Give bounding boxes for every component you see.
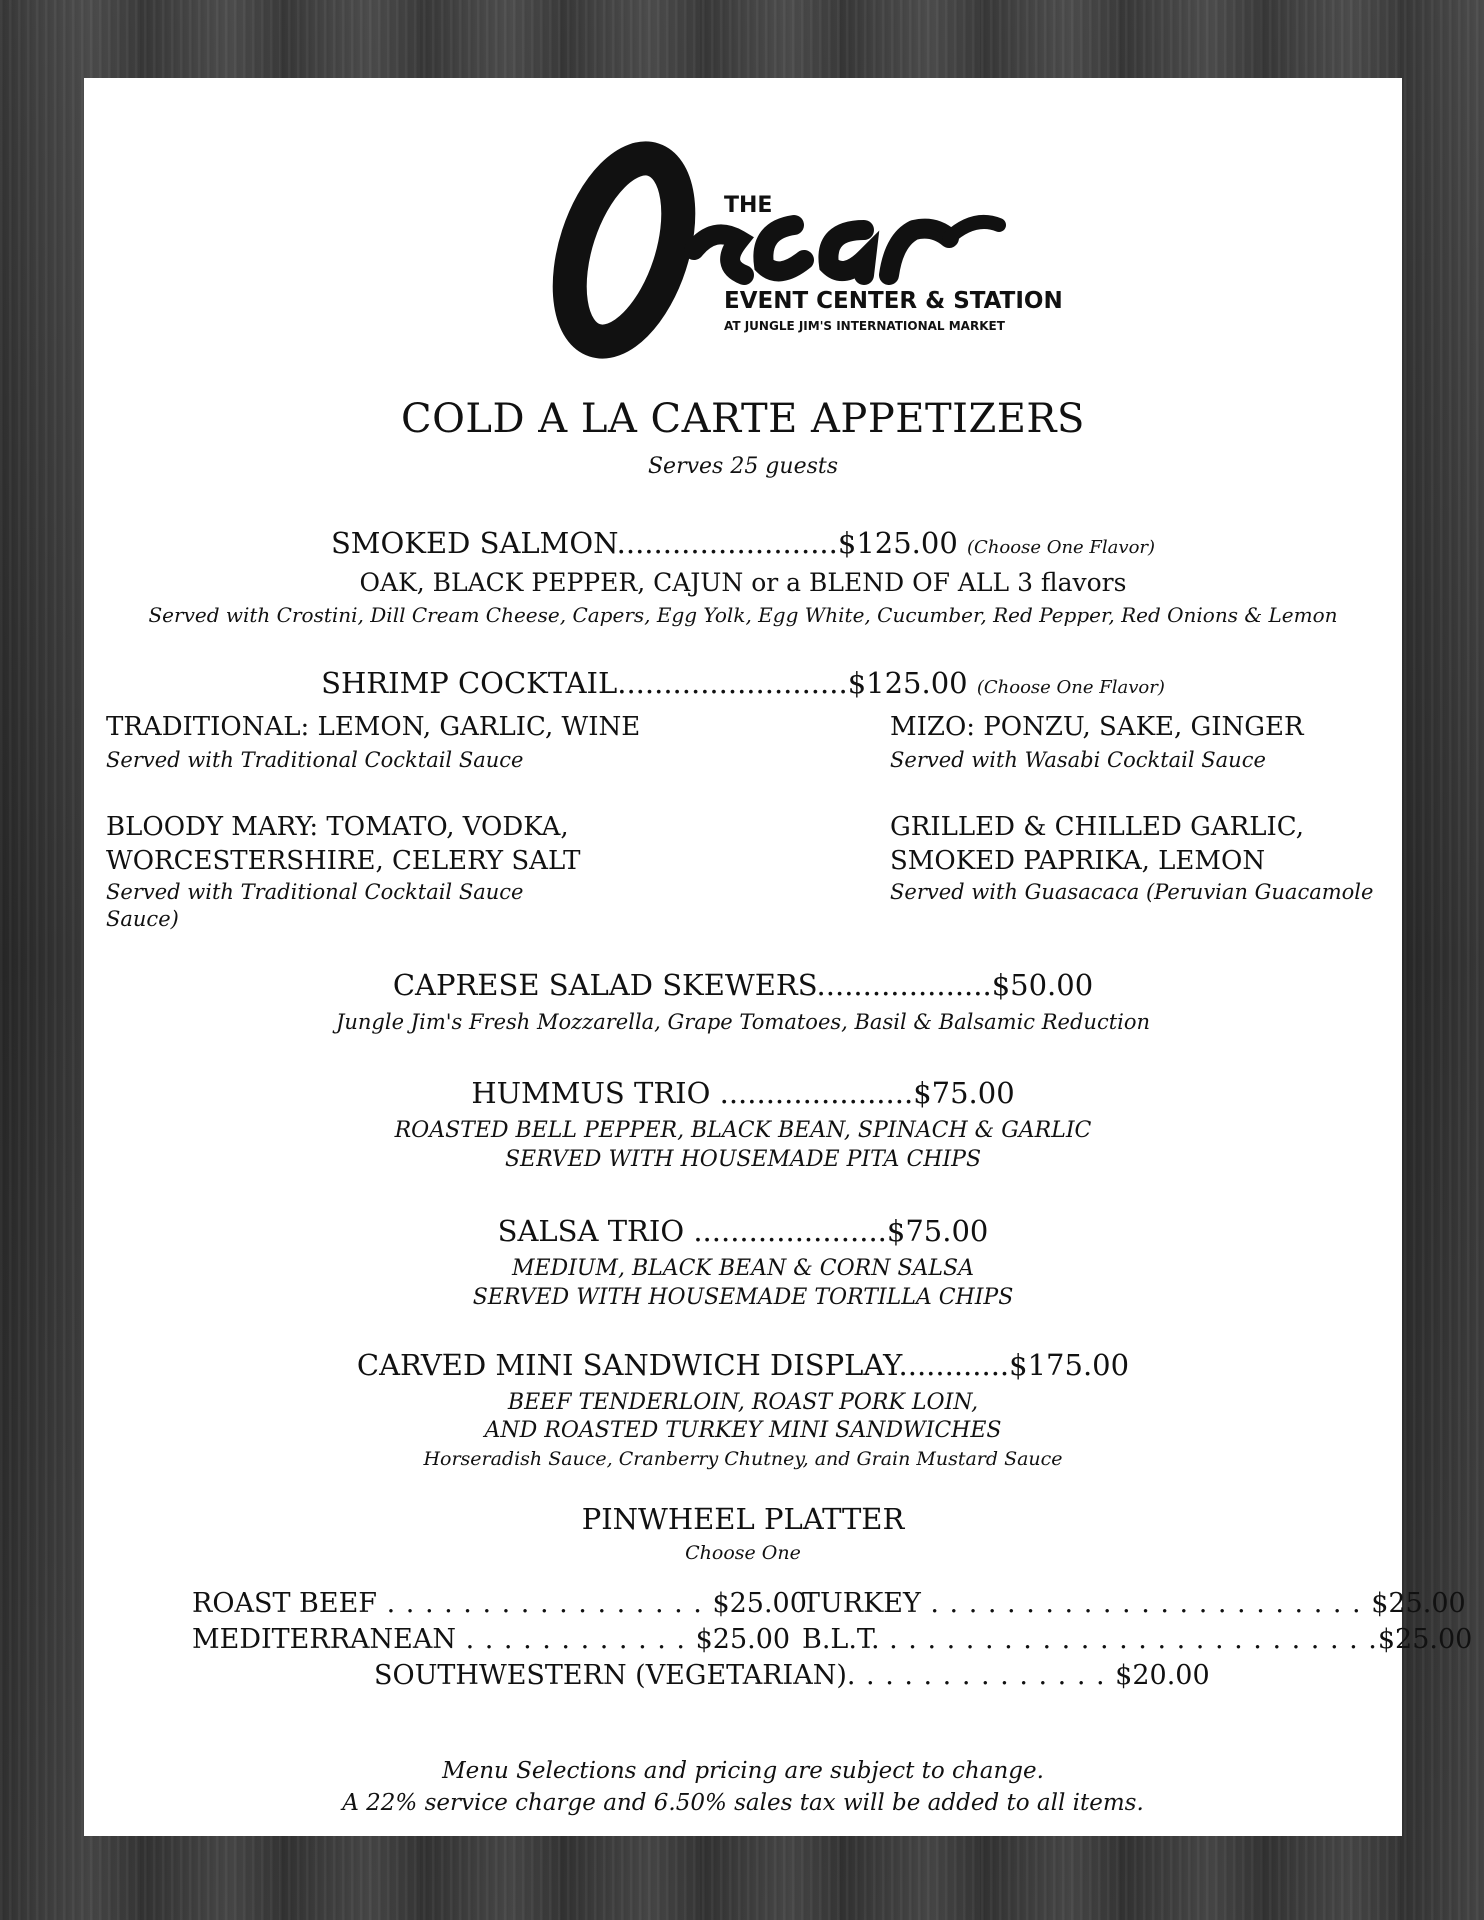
- row-name: ROAST BEEF: [192, 1588, 378, 1619]
- row-name: MEDITERRANEAN: [192, 1624, 457, 1655]
- sandwich-heading: [84, 1348, 1402, 1382]
- row-dots: . . . . . . . . . . . .: [456, 1624, 696, 1655]
- pinwheel-row-blt: [802, 1624, 1472, 1655]
- option-served: Served with Wasabi Cocktail Sauce: [890, 748, 1266, 772]
- serves-note: Serves 25 guests: [647, 454, 839, 479]
- sandwich-price: $175.00: [1009, 1348, 1130, 1382]
- row-name: SOUTHWESTERN (VEGETARIAN): [374, 1660, 847, 1691]
- salsa-heading: [84, 1214, 1402, 1248]
- shrimp-note: (Choose One Flavor): [976, 677, 1165, 698]
- option-served: Served with Traditional Cocktail Sauce: [106, 748, 524, 772]
- row-dots: . . . . . . . . . . . . . .: [846, 1660, 1116, 1691]
- logo-line1: EVENT CENTER & STATION: [724, 288, 1063, 314]
- salmon-name: SMOKED SALMON........................: [330, 526, 838, 560]
- salmon-note: (Choose One Flavor): [967, 537, 1156, 558]
- oscar-logo-graphic: [544, 130, 1104, 370]
- shrimp-heading: [84, 666, 1402, 700]
- caprese-heading: [84, 968, 1402, 1002]
- row-dots: . . . . . . . . . . . . . . . . . . . . . . .: [920, 1588, 1372, 1619]
- pinwheel-row-mediterranean: [192, 1624, 790, 1655]
- salsa-price: $75.00: [886, 1214, 989, 1248]
- sandwich-desc-2: AND ROASTED TURKEY MINI SANDWICHES: [484, 1418, 1002, 1443]
- hummus-desc-1: ROASTED BELL PEPPER, BLACK BEAN, SPINACH & GARLIC: [394, 1118, 1092, 1143]
- option-line: GRILLED & CHILLED GARLIC,: [890, 812, 1304, 842]
- sandwich-desc-3: Horseradish Sauce, Cranberry Chutney, and Grain Mustard Sauce: [423, 1448, 1063, 1470]
- option-served-2: Sauce): [106, 907, 179, 931]
- option-line-2: SMOKED PAPRIKA, LEMON: [890, 846, 1266, 876]
- option-line-2: WORCESTERSHIRE, CELERY SALT: [106, 846, 581, 876]
- option-line: TRADITIONAL: LEMON, GARLIC, WINE: [106, 712, 641, 742]
- footer-line-2: A 22% service charge and 6.50% sales tax will be added to all items.: [342, 1790, 1144, 1816]
- shrimp-name: SHRIMP COCKTAIL.........................: [321, 666, 848, 700]
- row-price: $20.00: [1115, 1660, 1210, 1691]
- pinwheel-row-roast-beef: [192, 1588, 807, 1619]
- hummus-heading: [84, 1076, 1402, 1110]
- row-dots: . . . . . . . . . . . . . . . . . . . . . . . . . .: [879, 1624, 1378, 1655]
- shrimp-option-traditional: [106, 712, 640, 772]
- footer-line-1: Menu Selections and pricing are subject to change.: [442, 1758, 1044, 1784]
- shrimp-price: $125.00: [847, 666, 968, 700]
- option-served: Served with Traditional Cocktail Sauce: [106, 880, 524, 904]
- row-price: $25.00: [695, 1624, 791, 1655]
- row-price: $25.00: [1377, 1624, 1473, 1655]
- menu-page: [84, 78, 1473, 1836]
- hummus-price: $75.00: [913, 1076, 1015, 1110]
- pinwheel-choose: Choose One: [685, 1542, 801, 1564]
- shrimp-option-bloody-mary: [106, 810, 580, 932]
- option-line: BLOODY MARY: TOMATO, VODKA,: [106, 812, 569, 842]
- logo-line2: AT JUNGLE JIM'S INTERNATIONAL MARKET: [724, 319, 1005, 333]
- caprese-desc: Jungle Jim's Fresh Mozzarella, Grape Tomatoes, Basil & Balsamic Reduction: [335, 1010, 1151, 1034]
- row-price: $25.00: [712, 1588, 807, 1619]
- salsa-name: SALSA TRIO .....................: [497, 1214, 887, 1248]
- page-title: COLD A LA CARTE APPETIZERS: [401, 396, 1085, 442]
- row-dots: . . . . . . . . . . . . . . . . .: [377, 1588, 713, 1619]
- pinwheel-row-turkey: [802, 1588, 1466, 1619]
- hummus-desc-2: SERVED WITH HOUSEMADE PITA CHIPS: [504, 1147, 982, 1172]
- oscar-logo: [544, 130, 1104, 370]
- salmon-price: $125.00: [837, 526, 958, 560]
- hummus-name: HUMMUS TRIO .....................: [471, 1076, 914, 1110]
- logo-the: THE: [724, 193, 773, 218]
- salmon-flavors: OAK, BLACK PEPPER, CAJUN or a BLEND OF ALL 3 flavors: [359, 568, 1127, 597]
- row-name: B.L.T.: [802, 1624, 880, 1655]
- pinwheel-title: PINWHEEL PLATTER: [581, 1502, 905, 1536]
- salsa-desc-2: SERVED WITH HOUSEMADE TORTILLA CHIPS: [472, 1285, 1014, 1310]
- row-name: TURKEY: [802, 1588, 921, 1619]
- sandwich-desc-1: BEEF TENDERLOIN, ROAST PORK LOIN,: [507, 1390, 979, 1415]
- sandwich-name: CARVED MINI SANDWICH DISPLAY............: [356, 1348, 1010, 1382]
- option-line: MIZO: PONZU, SAKE, GINGER: [890, 712, 1304, 742]
- salsa-desc-1: MEDIUM, BLACK BEAN & CORN SALSA: [511, 1256, 975, 1281]
- pinwheel-row-southwestern: [374, 1660, 1210, 1691]
- salmon-served: Served with Crostini, Dill Cream Cheese, Capers, Egg Yolk, Egg White, Cucumber, Red Pepper, Red Onions & Lemon: [148, 603, 1338, 627]
- row-price: $25.00: [1371, 1588, 1466, 1619]
- shrimp-option-mizo: [890, 712, 1304, 772]
- caprese-name: CAPRESE SALAD SKEWERS...................: [392, 968, 992, 1002]
- option-served: Served with Guasacaca (Peruvian Guacamole: [890, 880, 1374, 904]
- salmon-heading: [84, 526, 1402, 560]
- shrimp-option-grilled: [890, 810, 1373, 906]
- caprese-price: $50.00: [991, 968, 1094, 1002]
